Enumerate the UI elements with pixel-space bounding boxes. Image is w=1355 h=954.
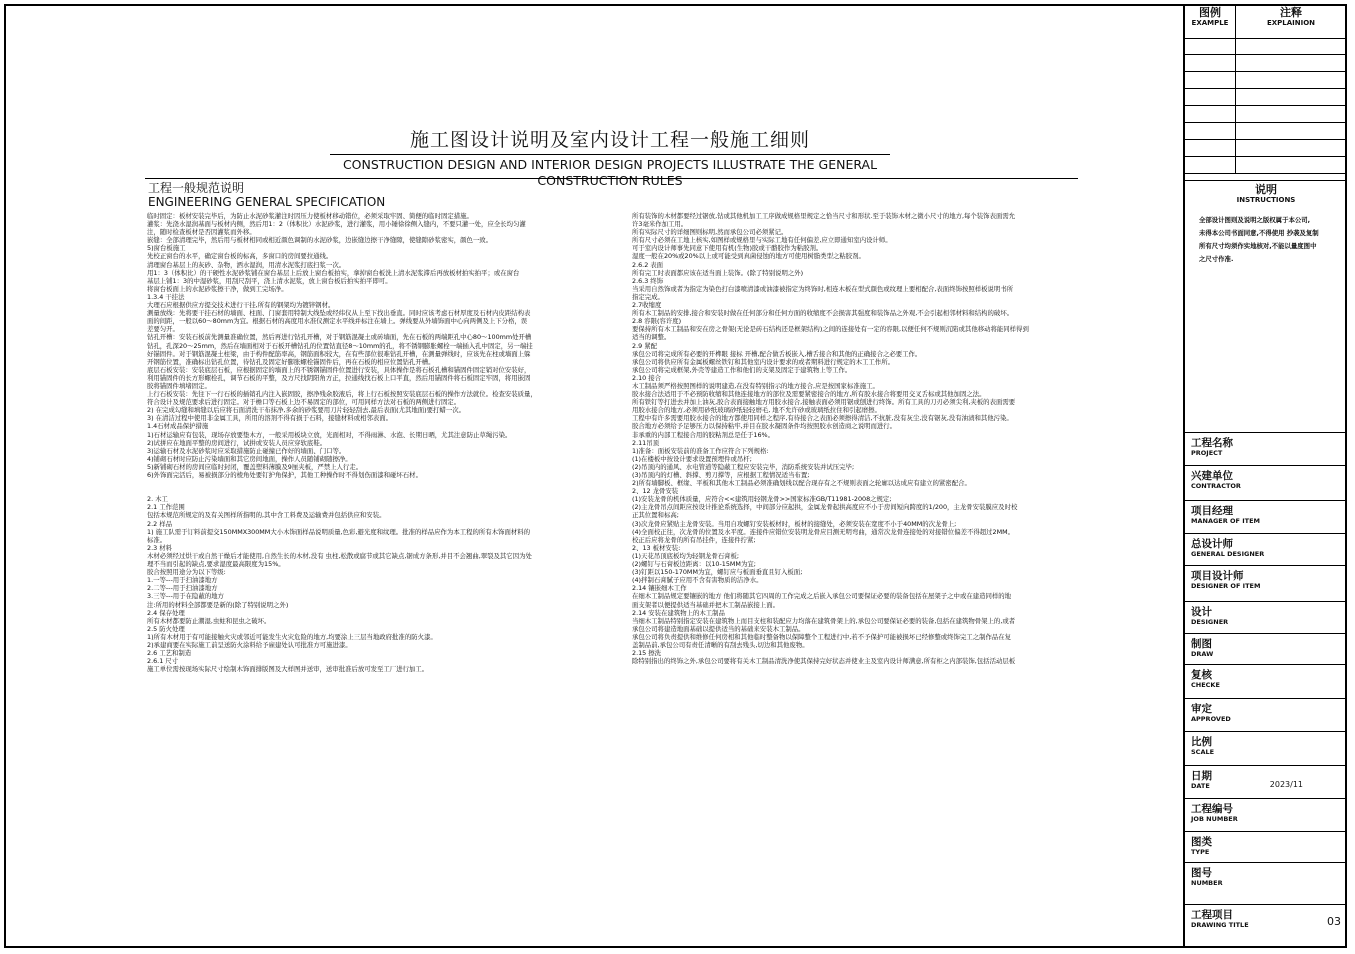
text-line: 差要匀开。 bbox=[147, 325, 179, 334]
field-label-cn: 审定 bbox=[1191, 703, 1212, 715]
title-block-field bbox=[1185, 862, 1347, 905]
title-block-field bbox=[1185, 601, 1347, 634]
field-label bbox=[1191, 770, 1212, 790]
text-line: 1.一等---用于扫油漆地方 bbox=[147, 576, 218, 585]
legend-row bbox=[1185, 123, 1347, 140]
field-label bbox=[1191, 703, 1231, 723]
field-label-en: MANAGER OF ITEM bbox=[1191, 517, 1261, 525]
text-line: 好锚固件。对于钢筋混凝土柱梁，由于构件配筋率高，钢筋面积较大，在有些部位很难钻孔开槽，在测量弹线时，应该先在柱或墙面上躲 bbox=[147, 349, 531, 358]
legend-cell-divider bbox=[1235, 123, 1236, 139]
right-text-column bbox=[632, 212, 1077, 665]
legend-row bbox=[1185, 140, 1347, 157]
text-line: (2)主龙骨吊点间距应按设计推论系统选择，中间部分应起拱，金属龙骨起拱高度应不小于房间短向跨度的1/200，主龙骨安装膜应及时校 bbox=[632, 503, 1018, 512]
text-line: 4)铺砌石材时应防止污染墙面和其它房间地面，操作人员随铺砌随擦净。 bbox=[147, 454, 352, 463]
legend-cell-divider bbox=[1235, 140, 1236, 156]
field-label bbox=[1191, 736, 1214, 756]
text-line: (3)钉距以150-170MM为宜，螺钉应与板面垂直且钉入板面; bbox=[632, 568, 803, 577]
field-label bbox=[1191, 867, 1223, 887]
text-line: 钻孔，孔深20～25mm，然后在墙面相对于石板开槽钻孔的位置钻直径8～10mm的孔，将不锈钢膨胀螺栓一端插入孔中固定，另一端挂 bbox=[147, 341, 533, 350]
text-line: 适当的调整。 bbox=[632, 333, 671, 342]
legend-row bbox=[1185, 89, 1347, 106]
field-label-en: CONTRACTOR bbox=[1191, 482, 1241, 490]
title-block-field bbox=[1185, 731, 1347, 766]
text-line: 1) 施工队需于订料前提交150MMX300MM大小木饰面样品说明质量,色彩,避光度和纹理。批准的样品应作为本工程的所有木饰面材料的 bbox=[147, 527, 531, 536]
text-line: 3.三等---用于在隐蔽的地方 bbox=[147, 592, 224, 601]
field-label bbox=[1191, 606, 1228, 626]
text-line: 所有铁钉等打进去并加上油灰,胶合表面接触地方用胶水接合,接触表面必须用锯或刨进行终饰。所有工具的刀刃必须尖利,夹板的表面需要 bbox=[632, 398, 1016, 407]
title-block-field bbox=[1185, 533, 1347, 566]
legend-cell-divider bbox=[1235, 38, 1236, 54]
text-line: 2.5 防火处理 bbox=[147, 624, 185, 633]
field-label bbox=[1191, 505, 1260, 525]
text-line: 2.8 容限(容许度) bbox=[632, 317, 682, 326]
text-line: 2.2 样品 bbox=[147, 519, 172, 528]
field-label-en: NUMBER bbox=[1191, 879, 1223, 887]
field-label bbox=[1191, 638, 1213, 658]
legend-row bbox=[1185, 106, 1347, 123]
legend-cell-divider bbox=[1235, 72, 1236, 88]
text-line: 承包公司将供应所有金属板螺丝铁钉和其他室内设计要求的或者期料进行规定的木工工作所。 bbox=[632, 357, 895, 366]
text-line: 所有装饰的木材都要经过锯放,钻或其他机加工工序做成规格里规定之恰当尺寸和形状.至于装饰木材之微小尺寸的地方,每个装饰表面需允 bbox=[632, 212, 1016, 220]
text-line: 2)承建商要在实际施工前呈送防火涂料给予雇建处认可批准方可施进漆。 bbox=[147, 640, 352, 649]
legend-explain-en: EXPLAINION bbox=[1266, 19, 1316, 27]
text-line: 2)所有墙脚板、框缘、平板和其他木工制品必须准确划线以配合现存有之不规则表面之轮廓以达成应有建立的紧密配合。 bbox=[632, 479, 971, 488]
field-label-cn: 复核 bbox=[1191, 669, 1212, 681]
text-line: 清理窗台基层上的灰砂、杂物，洒水湿润，用清水泥浆打底扫浆一次。 bbox=[147, 260, 346, 269]
text-line: 承包公司将负责提供和维修任何房相和其他临时整备物以保障整个工程进行中,若不予保护可能被损坏已经修整或终饰完工之制作品在复 bbox=[632, 632, 1012, 641]
text-line: (1)天花吊顶底板均为轻钢龙骨石膏板; bbox=[632, 551, 740, 560]
text-line: 2.4 保存处理 bbox=[147, 608, 185, 617]
text-line: 所有木工制品的安排,接合和安装时做在任何部分和任何方面的收缩度不会损害其强度和装饰品之外观,不会引起相邻材料和结构的破坏。 bbox=[632, 309, 1014, 318]
text-line: 胶合按照用途分为以下等级: bbox=[147, 568, 226, 577]
text-line: 施工单位需按现场实际尺寸绘制木饰面排版图及大样图并送审，送审批准后放可发至工厂进行加工。 bbox=[147, 665, 429, 674]
title-block-field bbox=[1185, 432, 1347, 466]
text-line: 底层石板安装：安装底层石板，应根据固定的墙面上的不锈钢锚固件位置进行安装，具体操作是将石板孔槽和锚固件固定销对位安装好， bbox=[147, 365, 531, 374]
text-line: 2.二等---用于扫油漆地方 bbox=[147, 584, 218, 593]
text-line: 1.3.4 干挂法 bbox=[147, 292, 185, 301]
title-en: CONSTRUCTION DESIGN AND INTERIOR DESIGN PROJECTS ILLUSTRATE THE GENERAL CONSTRUCTION RULES bbox=[330, 154, 890, 189]
notes-line: 未得本公司书面同意,不得使用 抄袭及复制 bbox=[1199, 229, 1319, 237]
text-line: 2.7收缩度 bbox=[632, 301, 662, 310]
text-line bbox=[147, 479, 592, 487]
text-line: (4)全面校正往，次龙骨的位置及水平度。连接件应错位安装明龙骨应目测无明弯曲，通常次龙骨连接处的对接错位偏差不得超过2MM。 bbox=[632, 527, 1015, 536]
field-label-cn: 设计 bbox=[1191, 606, 1212, 618]
text-line: 包括本规范所规定的及有关图样所指明的,其中含工料费及运输费并包括供应和安装。 bbox=[147, 511, 386, 520]
field-label bbox=[1191, 669, 1220, 689]
text-line: 2、12 龙骨安装 bbox=[632, 487, 679, 496]
title-block-field bbox=[1185, 500, 1347, 534]
notes-line: 之尺寸作准. bbox=[1199, 255, 1234, 263]
text-line: 测量放线：先将要干挂石材的墙面、柱面、门窗套用特制大线坠或经纬仪从上至下找出垂直。同时应该考虑石材厚度及石材内皮距结构表 bbox=[147, 309, 531, 318]
title-block-field bbox=[1185, 798, 1347, 832]
field-label bbox=[1191, 470, 1241, 490]
field-label-cn: 项目经理 bbox=[1191, 505, 1233, 517]
field-label-en: DRAW bbox=[1191, 650, 1214, 658]
text-line: 所有尺寸必须在工地上核实,如图样或规格里与实际工地有任何偏差,应立即通知室内设计师。 bbox=[632, 236, 892, 245]
text-line: 上行石板安装：先往下一行石板的插销孔内注入嵌固胶，擦净残余胶液后，将上行石板按照安装底层石板的操作方法就位。检查安装质量， bbox=[147, 390, 537, 399]
text-line: 当采用自然饰或者为指定为染色打白漆喷清漆或油漆被指定为终饰时,相连木板在型式颜色或纹理上要相配合,表面终饰按照样板说明书所 bbox=[632, 284, 1014, 293]
field-label-en: DESIGNER OF ITEM bbox=[1191, 582, 1261, 590]
text-line: 1.4石材成品保护措施 bbox=[147, 422, 209, 431]
legend-explain-header bbox=[1235, 4, 1347, 38]
text-line: 1)准备：面板安装前的准备工作应符合下列规格: bbox=[632, 446, 769, 455]
notes-line: 全部设计图则及说明之版权属于本公司, bbox=[1199, 216, 1311, 224]
notes-title-en: INSTRUCTIONS bbox=[1236, 196, 1296, 204]
notes-body bbox=[1199, 214, 1341, 266]
field-label-en: DATE bbox=[1191, 782, 1210, 790]
notes-line: 所有尺寸均须作实地核对,不能以量度图中 bbox=[1199, 242, 1317, 250]
title-cn: 施工图设计说明及室内设计工程一般施工细则 bbox=[409, 129, 810, 151]
text-line: 指定完成。 bbox=[632, 292, 664, 301]
text-line: 1)所有木材用于有可能接触火灾或邻近可能发生火灾危险的地方,均要涂上三层当地政府批准的防火漆。 bbox=[147, 632, 437, 641]
notes-header bbox=[1185, 180, 1347, 205]
text-line: 2.1 工作范围 bbox=[147, 503, 185, 512]
text-line: 钻孔开槽：安装石板前先测量准确位置，然后再进行钻孔开槽，对于钢筋混凝土或砖墙面，先在石板的两端距孔中心80～100mm处开槽 bbox=[147, 333, 532, 342]
title-block-field bbox=[1185, 904, 1347, 947]
text-line: 符合设计及规范要求后进行固定。对于檐口等石板上边不易固定的部位，可用同样方法对石板的两侧进行固定。 bbox=[147, 398, 461, 407]
text-line: 先校正窗台的水平，确定窗台板的标高，多窗口的房间要拉通线。 bbox=[147, 252, 333, 261]
legend-header bbox=[1185, 4, 1347, 39]
text-line: (1)在楼板中按设计要求设置预埋件或吊杆; bbox=[632, 454, 752, 463]
field-label-en: APPROVED bbox=[1191, 715, 1231, 723]
title-block-field bbox=[1185, 465, 1347, 501]
text-line: 2.6.3 终饰 bbox=[632, 276, 664, 285]
field-label bbox=[1191, 909, 1249, 929]
legend-example-en: EXAMPLE bbox=[1191, 19, 1229, 27]
text-line: 利用锚固件的长方形螺栓孔，调节石板的平整，及方尺找阴阳角方正，拉通线找石板上口平直，然后用锚固件将石板固定牢固，将用嵌固 bbox=[147, 373, 531, 382]
text-line: 5)新铺砌石材的房间应临时封闭，覆盖塑料薄膜及9厘夹板，严禁上人行走。 bbox=[147, 462, 363, 471]
field-label-cn: 日期 bbox=[1191, 770, 1212, 782]
title-block-field bbox=[1185, 698, 1347, 732]
legend-example-cn: 图例 bbox=[1199, 6, 1221, 19]
text-line: 可于室内设计师事先同意下使用有机(生物)胶或干酪胶作为粘胶剂。 bbox=[632, 244, 823, 253]
text-line: 用1：3（体积比）的干硬性水泥砂浆铺在窗台基层上后放上窗台板拍实，拿掉窗台板洗上清水泥浆滞后再放板材拍实拍平；或在窗台 bbox=[147, 268, 520, 277]
text-line: 注，随时检查板材是否因灌浆而外移。 bbox=[147, 228, 256, 237]
text-line: 面支架者以便提供适当基础并把木工制品嵌接上面。 bbox=[632, 600, 779, 609]
sheet-number: 03 bbox=[1327, 915, 1341, 928]
text-line: 将窗台板面上的水泥砂浆擦干净，做到工完场净。 bbox=[147, 284, 288, 293]
text-line: 注:所用的材料全部都要是新的(除了特别说明之外) bbox=[147, 600, 289, 609]
text-line: 标准。 bbox=[147, 535, 167, 544]
text-line: 理不当而引起的缺点,要求湿度最高限度为15%。 bbox=[147, 560, 285, 569]
field-label-cn: 总设计师 bbox=[1191, 538, 1233, 550]
text-line: 校正后应将龙骨的所有吊挂件，连接件拧紧; bbox=[632, 535, 756, 544]
text-line: 湿度一般在20%或20%以上或可能受到真菌侵蚀的地方可使用树脂类型之粘胶剂。 bbox=[632, 252, 865, 261]
text-line: 面的间距，一般以60～80mm为宜。根据石材的高度用水准仪测定水平线并标注在墙上。弹线要从外墙饰面中心向两侧及上下分格，误 bbox=[147, 317, 528, 326]
text-line: 当细木工制品特别指定安装在建筑物上而目支柱和装配应力均落在建筑骨架上的,承包公司要保证必要的装备,包括在建筑物骨架上的,或者 bbox=[632, 616, 1016, 625]
field-label-en: CHECKE bbox=[1191, 681, 1220, 689]
drawing-title bbox=[330, 128, 890, 189]
field-label-en: GENERAL DESIGNER bbox=[1191, 550, 1265, 558]
text-line: 开钢筋位置，准确标出钻孔位置，待钻孔及固定好膨胀螺栓锚固件后，再在石板的相应位置钻孔开槽。 bbox=[147, 357, 435, 366]
field-label bbox=[1191, 836, 1212, 856]
legend-explain-cn: 注释 bbox=[1280, 6, 1302, 19]
legend-cell-divider bbox=[1235, 89, 1236, 105]
legend-row bbox=[1185, 38, 1347, 55]
text-line: 2、13 板材安装: bbox=[632, 543, 681, 552]
text-line: 2.15 擦洗 bbox=[632, 649, 662, 658]
field-label-cn: 工程编号 bbox=[1191, 803, 1233, 815]
text-line: 承包公司将建造地面基础以提供适当的基础来安装木工制品。 bbox=[632, 624, 805, 633]
field-label bbox=[1191, 570, 1260, 590]
text-line: 3) 在清洁过程中使用非金属工具，所用的溶剂不得有损于石料，接缝材料或相邻表面。 bbox=[147, 414, 393, 423]
text-line: 2.10 接合 bbox=[632, 373, 662, 382]
text-line: 除特别指出的终饰之外,承包公司要将有关木工制品清洗净使其保持完好状态并使业主及室内设计师满意,所有柜之内部装饰,包括活动层板 bbox=[632, 657, 1016, 666]
text-line: 胶将锚固件填堵固定。 bbox=[147, 381, 211, 390]
text-line: 2.3 材料 bbox=[147, 543, 172, 552]
field-label bbox=[1191, 437, 1233, 457]
text-line: 6)外饰面完活后，易被损部分的棱角处要钉护角保护，其他工种操作时不得划伤面漆和碰坏石材。 bbox=[147, 471, 422, 479]
legend-cell-divider bbox=[1235, 157, 1236, 173]
text-line bbox=[147, 487, 592, 495]
text-line: 木工制品须严格按照图样的说明建造,在没有特别指示的地方接合,应是按国家标准施工。 bbox=[632, 381, 879, 390]
text-line: 所有完工时表面都应该在适当面上装饰。(除了特别说明之外) bbox=[632, 268, 804, 277]
title-block bbox=[1183, 4, 1347, 948]
text-line: 所有实际尺寸的详细图则标明,然而承包公司必须紧记。 bbox=[632, 228, 788, 237]
text-line: 胶合地方必须给予足够压力以保持粘牢,并目在胶水凝固条件均按照胶水创造商之说明而进行。 bbox=[632, 422, 897, 431]
text-line: 用胶水接合的地方,必须用砂纸玻璃砂纸轻轻磨毛, 地不允许砂或玻璃纸拉住和引起磨擦。 bbox=[632, 406, 881, 415]
text-line: (4)拌制石膏腻子应用不含有害物质的洁净水。 bbox=[632, 576, 763, 585]
legend-example-header bbox=[1185, 4, 1236, 38]
text-line: 工程中有许多需要用胶水接合的地方都使用同样之程序,有待接合之表面必须擦得清洁,不抗脏,没有灰尘,没有锯灰,没有油渍和其他污染。 bbox=[632, 414, 1013, 423]
field-label-en: PROJECT bbox=[1191, 449, 1223, 457]
text-line: 2.14 镶嵌细木工作 bbox=[632, 584, 687, 593]
field-label-en: DRAWING TITLE bbox=[1191, 921, 1249, 929]
text-line: 嵌缝：全部清理完毕，然后用与板材相同或相近颜色调制的水泥砂浆，边嵌缝边擦干净缝隙，使缝隙砂浆密实，颜色一致。 bbox=[147, 236, 493, 245]
field-label-cn: 图类 bbox=[1191, 836, 1212, 848]
section-title-cn: 工程一般规范说明 bbox=[148, 181, 245, 195]
text-line: 2.6.1 尺寸 bbox=[147, 657, 179, 666]
legend-row bbox=[1185, 72, 1347, 89]
field-label-en: TYPE bbox=[1191, 848, 1210, 856]
field-label-en: DESIGNER bbox=[1191, 618, 1229, 626]
title-block-field bbox=[1185, 765, 1347, 799]
field-label-cn: 工程项目 bbox=[1191, 909, 1233, 921]
legend-row bbox=[1185, 157, 1347, 174]
text-line: 正其位置和标高; bbox=[632, 511, 679, 520]
text-line: 承包公司将完成框架,外壳等建造工作和他们的支架及固定于建筑物上等工作。 bbox=[632, 365, 852, 374]
field-label-cn: 项目设计师 bbox=[1191, 570, 1244, 582]
legend-row bbox=[1185, 55, 1347, 72]
text-line: 5)窗台板施工 bbox=[147, 244, 186, 253]
text-line: 大理石应根据供应方提交技术进行干挂,所有的钢架均为镀锌钢材。 bbox=[147, 301, 335, 310]
section-title-en: ENGINEERING GENERAL SPECIFICATION bbox=[148, 195, 386, 209]
text-line: 要保持所有木工制品和安在房之骨架(无论是砖石结构还是框架结构)之间的连接处有一定的容限,以便任何不规则沉陷或其他移动将能同样得到 bbox=[632, 325, 1029, 334]
text-line: 3)运输石材及水泥砂浆时应采取措施防止碰撞已作好的墙面、门口等。 bbox=[147, 446, 346, 455]
text-line: 非承重的内部工程接合用的胶粘剂总是任于16%。 bbox=[632, 430, 775, 439]
field-label-cn: 兴建单位 bbox=[1191, 470, 1233, 482]
text-line: 在细木工制品规定要镶嵌的地方 他们将随其它四周的工作完成之后嵌入承包公司要保证必要的装备包括在屋架子之中或在建造同样的地 bbox=[632, 592, 1012, 601]
text-line: 2.6 工艺和制造 bbox=[147, 649, 192, 658]
text-line: (3)吊顶内的灯槽、斜撑、剪刀撑等，应根据工程情况适当布置; bbox=[632, 471, 810, 479]
field-label-cn: 比例 bbox=[1191, 736, 1212, 748]
text-line: 木材必须经过烘干或自然干燥后才能使用,自然生长的木材,没有 虫柱,松散或腐节或其它缺点,锯成方条形,并目不会翘曲,翠裂及其它因为处 bbox=[147, 551, 532, 560]
title-block-field bbox=[1185, 831, 1347, 863]
text-line: 所有木材都要防止潮湿,虫蛀和昆虫之破坏。 bbox=[147, 616, 271, 625]
text-line: 许3毫米作加工用。 bbox=[632, 220, 688, 229]
text-line: 2.11吊顶 bbox=[632, 438, 660, 447]
title-block-field bbox=[1185, 664, 1347, 699]
legend-cell-divider bbox=[1235, 55, 1236, 71]
text-line: 盖制品前,承包公司有责任清晰的有刮去残头,切边和其他废物。 bbox=[632, 640, 809, 649]
title-block-field bbox=[1185, 565, 1347, 602]
title-block-field bbox=[1185, 633, 1347, 665]
field-label bbox=[1191, 803, 1238, 823]
text-line: 2.6.2 表面 bbox=[632, 260, 664, 269]
field-label bbox=[1191, 538, 1264, 558]
text-line: 基层上铺1：3的中湿砂浆，用刮尺刮平，浇上清水泥浆，放上窗台板后拍实拍平即可。 bbox=[147, 276, 392, 285]
text-line: 1)石材运输应有包装，现场存放要垫木方，一般采用板块立放，光面相对，不得雨淋、水泡、长期日晒，尤其注意防止草绳污染。 bbox=[147, 430, 512, 439]
text-line: 灌浆：先浇水湿润基面与板材内侧，然后用1：2（体积比）水泥砂浆，进行灌浆，用小锤徐徐侧入缝内，不要只灌一处，应全长均匀灌 bbox=[147, 220, 526, 229]
text-line: (2)吊顶内的通风、水电管道等隐蔽工程应安装完毕，消防系统安装并试压完毕; bbox=[632, 462, 855, 471]
field-value: 2023/11 bbox=[1269, 780, 1303, 789]
text-line: 2.14 安装在建筑物上的木工制品 bbox=[632, 608, 725, 617]
section-heading bbox=[148, 181, 385, 209]
legend-grid bbox=[1185, 38, 1347, 174]
text-line: 2.9 紧配 bbox=[632, 341, 657, 350]
text-line: (1)安装龙骨的机体质量，应符合<<建筑用轻钢龙骨>>国家标准GB/T11981-2008之规定; bbox=[632, 495, 892, 504]
text-line: 承包公司将完成所有必要的开榫眼 接标 开槽,配合做舌板嵌入,槽舌接合和其他的正确接合之必要工作。 bbox=[632, 349, 922, 358]
text-line: (3)次龙骨应紧贴主龙骨安装。当用自攻螺钉安装板材时，板材的接缝处，必须安装在宽度不小于40MM的次龙骨上; bbox=[632, 519, 957, 528]
text-line: (2)螺钉与石膏板边距离：以10-15MM为宜; bbox=[632, 560, 756, 569]
left-text-column bbox=[147, 212, 592, 673]
field-label-en: SCALE bbox=[1191, 748, 1215, 756]
section-divider bbox=[145, 178, 1078, 179]
text-line: 2. 木工 bbox=[147, 495, 168, 504]
text-line: 2) 在完成勾缝和填缝以后应将石面清洗干布抹净,多余的砂浆要用刀片轻轻刮去,最后表面(尤其地面)要打蜡一次。 bbox=[147, 406, 465, 415]
text-line: 胶水接合法适用于不必预防收缩和其他连接地方的部位及需要紧密接合的地方,所有胶水接合将要用交叉舌标或其他加固之法。 bbox=[632, 390, 986, 399]
legend-cell-divider bbox=[1235, 106, 1236, 122]
field-label-en: JOB NUMBER bbox=[1191, 815, 1238, 823]
text-line: 2)试拼应在地面平整的房间进行，试拼或安装人员应穿软底鞋。 bbox=[147, 438, 327, 447]
text-line: 临时固定：板材安装完毕后，为防止水泥砂浆灌注时因压力使板材移动错位，必须采取牢固、简便的临时固定措施。 bbox=[147, 212, 473, 220]
field-label-cn: 图号 bbox=[1191, 867, 1212, 879]
field-label-cn: 工程名称 bbox=[1191, 437, 1233, 449]
field-label-cn: 制图 bbox=[1191, 638, 1212, 650]
notes-title-cn: 说明 bbox=[1255, 183, 1277, 196]
